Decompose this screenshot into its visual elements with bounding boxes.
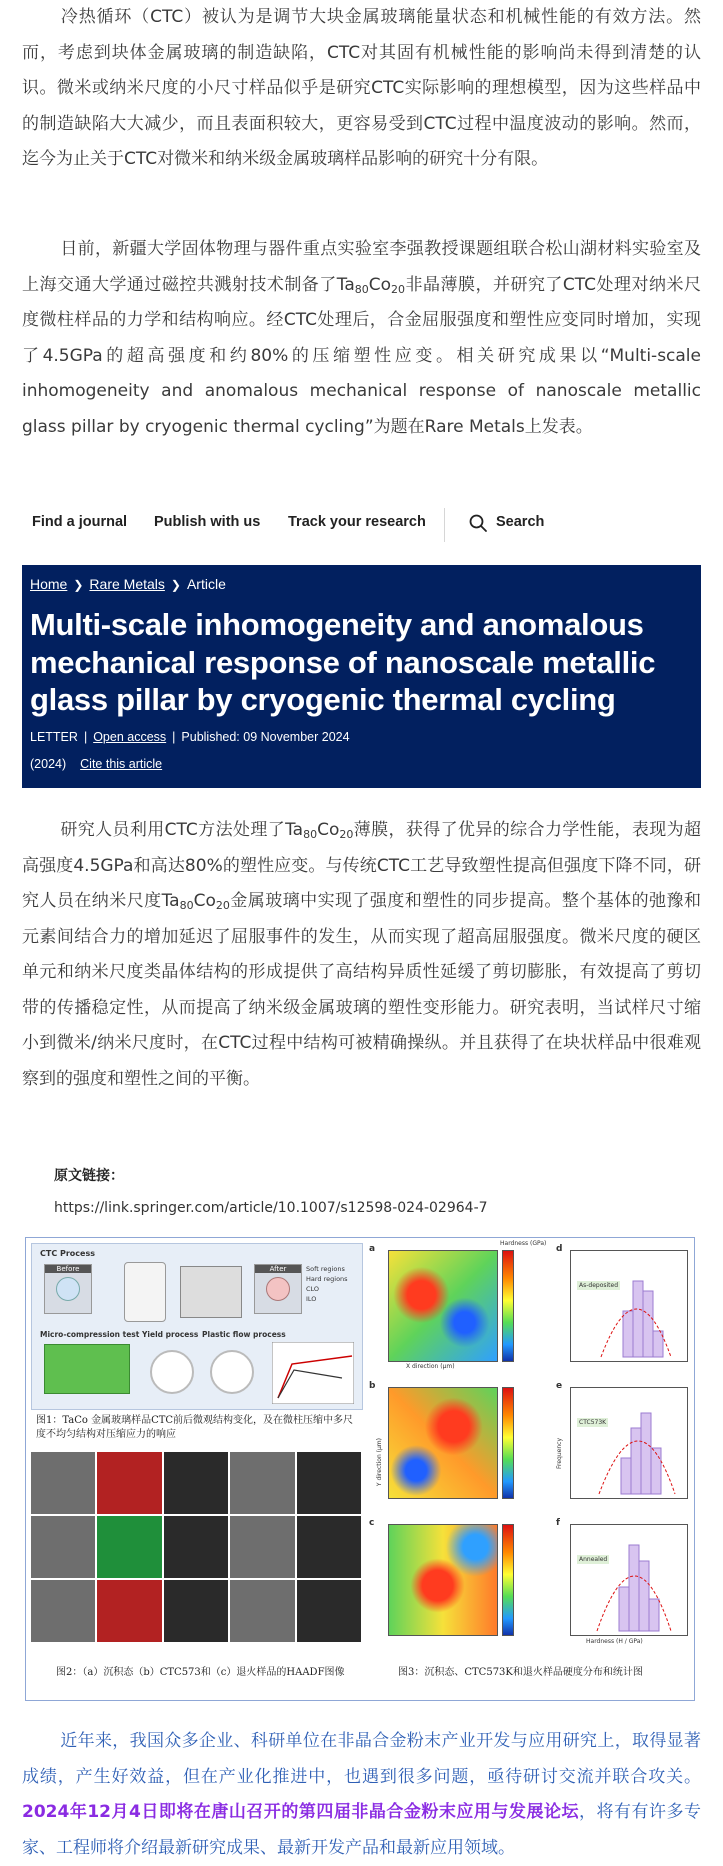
breadcrumb (30, 576, 226, 592)
stress-strain-plot (272, 1342, 354, 1404)
springer-navbar (22, 506, 701, 548)
breadcrumb-journal[interactable]: Rare Metals (89, 576, 165, 592)
final-paragraph: 近年来，我国众多企业、科研单位在非晶合金粉末产业开发与应用研究上，取得显著成绩，产生好效益，但在产业化推进中，也遇到很多问题，亟待研讨交流并联合攻关。2024年12月4日即将在唐山召开的第四届非晶合金粉末应用与发展论坛，将有有许多专家、工程师将介绍最新研究成果、最新开发产品和最新应用领域。 (22, 1731, 701, 1858)
article-meta: LETTER | Open access | Published: 09 November 2024 (30, 730, 350, 744)
nav-track-research[interactable]: Track your research (288, 514, 426, 530)
open-access-link[interactable]: Open access (93, 730, 167, 744)
article-meta-2 (30, 757, 162, 771)
article-title: Multi-scale inhomogeneity and anomalous mechanical response of nanoscale metallic glass pillar by cryogenic thermal cycling (30, 607, 656, 717)
forum-highlight: 2024年12月4日即将在唐山召开的第四届非晶合金粉末应用与发展论坛 (22, 1802, 579, 1822)
intro-paragraph: 冷热循环（CTC）被认为是调节大块金属玻璃能量状态和机械性能的有效方法。然而，考虑到块体金属玻璃的制造缺陷，CTC对其固有机械性能的影响尚未得到清楚的认识。微米或纳米尺度的小尺寸样品似乎是研究CTC实际影响的理想模型，因为这些样品中的制造缺陷大大减少，而且表面积较大，更容易受到CTC过程中温度波动的影响。然而，迄今为止关于CTC对微米和纳米级金属玻璃样品影响的研究十分有限。 (22, 7, 701, 169)
haadf-image-grid (31, 1452, 361, 1642)
cite-article-link[interactable]: Cite this article (80, 757, 163, 771)
fig2-caption: 图2：（a）沉积态（b）CTC573和（c）退火样品的HAADF图像 (56, 1667, 345, 1678)
hardness-map-ctc573k (388, 1387, 498, 1499)
news-paragraph: 日前，新疆大学固体物理与器件重点实验室李强教授课题组联合松山湖材料实验室及上海交通大学通过磁控共溅射技术制备了$Ta_{80}Co_{20}$非晶薄膜，并研究了CTC处理对纳米尺度微柱样品的力学和结构响应。经CTC处理后，合金屈服强度和塑性应变同时增加，实现了4.5GPa的超高强度和约80%的压缩塑性应变。相关研究成果以“Multi-scale inhomogeneity and anomalous mechanical response of nanoscale metallic glass pillar by cryogenic thermal cycling”为题在Rare Metals上发表。 (22, 239, 701, 437)
source-link-url[interactable]: https://link.springer.com/article/10.1007/s12598-024-02964-7 (54, 1200, 488, 1216)
silicon-oil-bath (180, 1266, 242, 1318)
article-year: (2024) (30, 757, 67, 771)
published-date: Published: 09 November 2024 (181, 730, 350, 744)
histogram-as-deposited: As-deposited (570, 1250, 688, 1362)
micropillar-illustration (44, 1344, 130, 1394)
chevron-right-icon: ❯ (73, 578, 84, 592)
search-icon (468, 513, 488, 533)
before-sample: Before (44, 1264, 92, 1314)
results-paragraph: 研究人员利用CTC方法处理了$Ta_{80}Co_{20}$薄膜，获得了优异的综合力学性能，表现为超高强度4.5GPa和高达80%的塑性应变。与传统CTC工艺导致塑性提高但强度下降不同，研究人员在纳米尺度$Ta_{80}Co_{20}$金属玻璃中实现了强度和塑性的同步提高。整个基体的弛豫和元素间结合力的增加延迟了屈服事件的发生，从而实现了超高屈服强度。微米尺度的硬区单元和纳米尺度类晶体结构的形成提供了高结构异质性延缓了剪切膨胀，有效提高了剪切带的传播稳定性，从而提高了纳米级金属玻璃的塑性变形能力。研究表明，当试样尺寸缩小到微米/纳米尺度时，在CTC过程中结构可被精确操纵。并且获得了在块状样品中很难观察到的强度和塑性之间的平衡。 (22, 820, 701, 1089)
after-sample: After (254, 1264, 302, 1314)
breadcrumb-home[interactable]: Home (30, 576, 68, 592)
colorbar-a (502, 1250, 514, 1362)
nav-divider (444, 508, 445, 542)
research-figure: CTC Process Before After Soft regions Hard regions CLO ILO Micro-compression test Yield process Plastic flow process 图1：TaCo 金属玻璃样品CTC前后微观结构变化，及在微柱压缩中多尺度不均匀结构对压缩应力的响应 图2：（a）沉积态（b）CTC573和（c）退火样品的HAADF图像 a b c d e f Hardness (GPa) X direction (μm) As-deposited CTC573K Annealed Hardness (H / GPa) Frequency Y direction (μm) 图3：沉积态、CTC573K和退火样品硬度分布和统计图 (25, 1237, 695, 1701)
source-link-label: 原文链接： (54, 1168, 124, 1184)
nav-find-journal[interactable]: Find a journal (32, 514, 128, 530)
fig1-caption: 图1：TaCo 金属玻璃样品CTC前后微观结构变化，及在微柱压缩中多尺度不均匀结构对压缩应力的响应 (36, 1415, 354, 1440)
article-type: LETTER (30, 730, 78, 744)
article-header-banner (22, 565, 701, 788)
breadcrumb-current: Article (186, 576, 226, 592)
nav-search-label: Search (496, 514, 545, 530)
histogram-ctc573k: CTC573K (570, 1387, 688, 1499)
liquid-nitrogen-flask (124, 1262, 166, 1322)
colorbar-b (502, 1387, 514, 1499)
hardness-map-annealed (388, 1524, 498, 1636)
hardness-map-as-deposited (388, 1250, 498, 1362)
nav-publish-with-us[interactable]: Publish with us (154, 514, 261, 530)
schematic-legend: Soft regions Hard regions CLO ILO (306, 1265, 348, 1303)
colorbar-c (502, 1524, 514, 1636)
ctc-schematic-panel: CTC Process Before After Soft regions Hard regions CLO ILO Micro-compression test Yield process Plastic flow process (31, 1243, 363, 1410)
fig3-caption: 图3：沉积态、CTC573K和退火样品硬度分布和统计图 (398, 1667, 643, 1678)
histogram-annealed: Annealed (570, 1524, 688, 1636)
chevron-right-icon: ❯ (170, 578, 181, 592)
